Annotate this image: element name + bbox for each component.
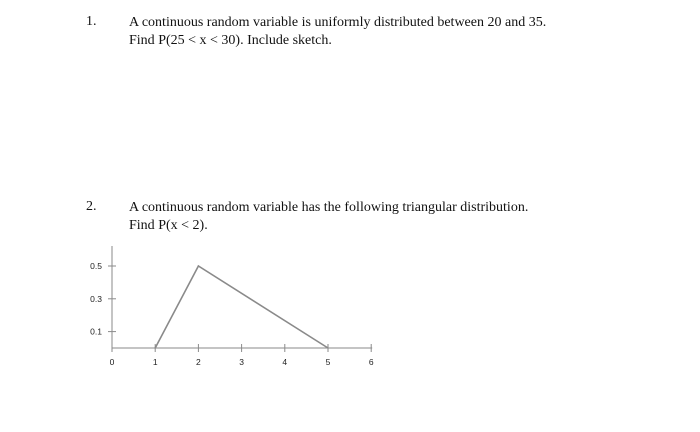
question-2-number: 2. bbox=[86, 199, 97, 214]
y-tick-label: 0.3 bbox=[90, 293, 102, 304]
x-tick-label: 3 bbox=[239, 357, 244, 367]
x-tick-label: 6 bbox=[368, 357, 374, 367]
series-density-line bbox=[155, 266, 328, 348]
x-tick-label: 2 bbox=[196, 357, 201, 367]
y-tick-label: 0.5 bbox=[90, 261, 102, 271]
question-1-instruction: . Include sketch. bbox=[240, 33, 332, 48]
x-tick-label: 5 bbox=[325, 357, 331, 367]
x-tick-label: 0 bbox=[109, 357, 115, 367]
series-point bbox=[154, 347, 156, 349]
question-1-find-label: Find bbox=[129, 33, 159, 48]
question-1-number: 1. bbox=[86, 14, 97, 29]
question-2-probability-expression: P(x < 2) bbox=[158, 218, 205, 233]
question-1-line-1: A continuous random variable is uniformly distributed between 20 and 35. bbox=[129, 15, 547, 30]
series-point bbox=[198, 265, 200, 267]
question-2-line-1: A continuous random variable has the following triangular distribution. bbox=[129, 200, 529, 215]
question-2-instruction: . bbox=[204, 218, 208, 233]
question-2-find-label: Find bbox=[129, 218, 159, 233]
series-point bbox=[327, 347, 329, 349]
chart-axes bbox=[112, 246, 372, 348]
x-tick-label: 4 bbox=[282, 357, 288, 367]
x-tick-label: 1 bbox=[152, 357, 158, 367]
chart-series bbox=[154, 265, 328, 349]
question-1-probability-expression: P(25 < x < 30) bbox=[158, 33, 241, 48]
chart-ticks bbox=[90, 261, 374, 367]
y-tick-label: 0.1 bbox=[90, 326, 102, 337]
